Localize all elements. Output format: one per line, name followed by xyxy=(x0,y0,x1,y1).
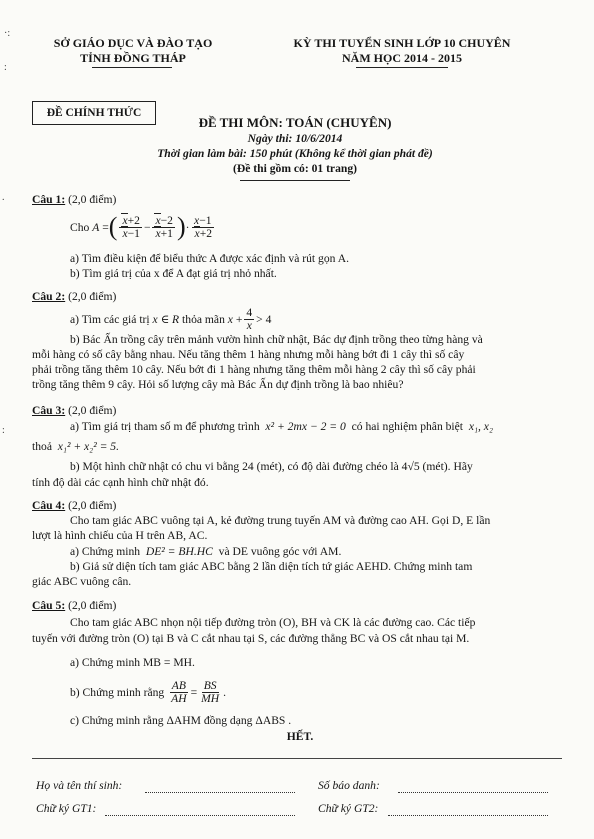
exam-pages: (Đề thi gồm có: 01 trang) xyxy=(233,162,357,175)
q1-part-b: b) Tìm giá trị của x để A đạt giá trị nhỏ nhất. xyxy=(70,267,277,280)
q5-heading: Câu 5: (2,0 điểm) xyxy=(32,599,117,612)
exam-title: ĐỀ THI MÔN: TOÁN (CHUYÊN) xyxy=(198,115,392,130)
margin-mark: : xyxy=(4,62,7,73)
q1-heading: Câu 1: (2,0 điểm) xyxy=(32,193,117,206)
q4-part-a: a) Chứng minh DE² = BH.HC và DE vuông góc với AM. xyxy=(70,545,342,558)
q2-part-b-line1: b) Bác Ấn trồng cây trên mảnh vườn hình chữ nhật, Bác dự định trồng theo từng hàng và xyxy=(70,333,483,346)
q1-expression: Cho A = ( $\frac{x+2}{x-1}$ − $\frac{x-2}{x+1}$ ) · $\frac{x-1}{x+2}$ xyxy=(70,212,213,241)
margin-mark: : xyxy=(2,425,5,436)
ministry-name: SỞ GIÁO DỤC VÀ ĐÀO TẠO xyxy=(53,36,213,50)
q3-part-b-line1: b) Một hình chữ nhật có chu vi bằng 24 (mét), có độ dài đường chéo là 4√5 (mét). Hãy xyxy=(70,460,473,473)
margin-mark: . xyxy=(2,192,5,203)
q2-part-a: a) Tìm các giá trị x ∈ R thỏa mãn x + $\frac{4}{x}$ > 4 xyxy=(70,305,272,332)
title-rule xyxy=(240,180,350,181)
q1-part-a: a) Tìm điều kiện để biểu thức A được xác định và rút gọn A. xyxy=(70,252,349,265)
registration-number-label: Số báo danh: xyxy=(318,779,380,792)
proctor2-signature-field[interactable] xyxy=(388,815,548,816)
proctor1-signature-label: Chữ ký GT1: xyxy=(36,802,97,815)
exam-date: Ngày thi: 10/6/2014 xyxy=(247,132,343,145)
registration-number-field[interactable] xyxy=(398,792,548,793)
q3-heading: Câu 3: (2,0 điểm) xyxy=(32,404,117,417)
school-year: NĂM HỌC 2014 - 2015 xyxy=(342,51,462,65)
q4-line2: lượt là hình chiếu của H trên AB, AC. xyxy=(32,529,208,542)
province-name: TỈNH ĐỒNG THÁP xyxy=(80,51,186,65)
header-rule xyxy=(92,67,172,68)
q2-heading: Câu 2: (2,0 điểm) xyxy=(32,290,117,303)
q2-part-b-line3: phải trồng tăng thêm 10 cây. Nếu bớt đi 1 hàng nhưng tăng thêm mỗi hàng 2 cây thì số cây phải xyxy=(32,363,476,376)
q4-line1: Cho tam giác ABC vuông tại A, kẻ đường trung tuyến AM và đường cao AH. Gọi D, E lần xyxy=(70,514,491,527)
candidate-name-label: Họ và tên thí sinh: xyxy=(36,779,123,792)
q3-part-b-line2: tính độ dài các cạnh hình chữ nhật đó. xyxy=(32,476,209,489)
margin-mark: ·: xyxy=(4,28,11,39)
q5-part-c: c) Chứng minh rằng ΔAHM đồng dạng ΔABS . xyxy=(70,714,292,727)
proctor2-signature-label: Chữ ký GT2: xyxy=(318,802,379,815)
header-rule xyxy=(356,67,448,68)
candidate-name-field[interactable] xyxy=(145,792,295,793)
q5-line2: tuyến với đường tròn (O) tại B và C cắt nhau tại S, các đường thẳng BC và OS cắt nhau tại M. xyxy=(32,632,470,645)
footer-rule xyxy=(32,758,562,759)
q5-line1: Cho tam giác ABC nhọn nội tiếp đường tròn (O), BH và CK là các đường cao. Các tiếp xyxy=(70,616,476,629)
exam-name: KỲ THI TUYỂN SINH LỚP 10 CHUYÊN xyxy=(293,36,511,50)
end-marker: HẾT. xyxy=(286,730,314,743)
q4-part-b-line2: giác ABC vuông cân. xyxy=(32,575,132,588)
q4-heading: Câu 4: (2,0 điểm) xyxy=(32,499,117,512)
exam-duration: Thời gian làm bài: 150 phút (Không kể thời gian phát đề) xyxy=(157,147,433,160)
q3-part-a-line2: thoả x₁² + x₂² = 5. xyxy=(32,440,120,453)
q2-part-b-line4: trồng tăng thêm 9 cây. Hỏi số lượng cây mà Bác Ấn dự định trồng là bao nhiêu? xyxy=(32,378,404,391)
q5-part-a: a) Chứng minh MB = MH. xyxy=(70,656,195,669)
proctor1-signature-field[interactable] xyxy=(105,815,295,816)
q4-part-b-line1: b) Giả sử diện tích tam giác ABC bằng 2 lần diện tích tứ giác AEHD. Chứng minh tam xyxy=(70,560,473,573)
q5-part-b: b) Chứng minh rằng $\frac{AB}{AH}$ = $\frac{BS}{MH}$ . xyxy=(70,678,227,705)
official-stamp-box: ĐỀ CHÍNH THỨC xyxy=(32,101,156,125)
q3-part-a-line1: a) Tìm giá trị tham số m để phương trình x² + 2mx − 2 = 0 có hai nghiệm phân biệt x₁, x₂ xyxy=(70,420,493,433)
q2-part-b-line2: mỗi hàng có số cây bằng nhau. Nếu tăng thêm 1 hàng nhưng mỗi hàng bớt đi 1 cây thì số cây xyxy=(32,348,465,361)
